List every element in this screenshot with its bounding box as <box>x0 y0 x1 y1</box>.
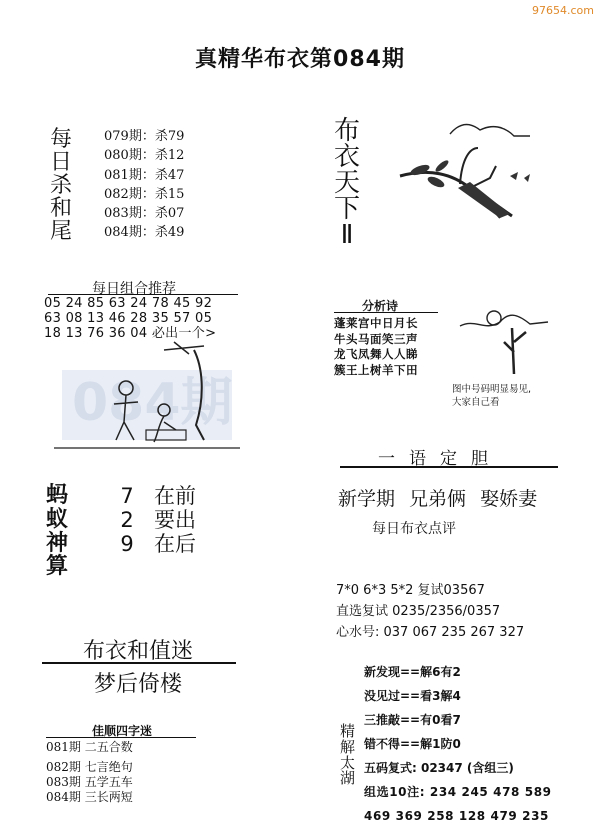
kill-item: 083期：杀07 <box>104 206 185 222</box>
one-word-subtitle: 每日布衣点评 <box>372 521 456 537</box>
one-word-title: 一语定胆 <box>378 449 502 469</box>
vertical-char: 尾 <box>50 219 73 245</box>
vertical-char: 神 <box>46 530 69 556</box>
vertical-char: 每 <box>50 127 73 152</box>
page-title: 真精华布衣第084期 <box>195 47 405 72</box>
ant-text: 在前 <box>154 484 196 508</box>
kill-item: 081期：杀47 <box>104 167 185 183</box>
poem-line: 龙飞凤舞人人睇 <box>334 347 418 361</box>
four-word-riddle-list <box>46 740 133 805</box>
poem-line: 牛头马面笑三声 <box>334 331 418 346</box>
divider <box>48 294 238 295</box>
vertical-char: 精 <box>340 722 356 740</box>
combo-row: 18 13 76 36 04 必出一个> <box>44 326 217 341</box>
buyi-mystery-subtitle: 梦后倚楼 <box>93 672 182 697</box>
poem-line: 簇王上树羊下田 <box>334 362 418 377</box>
riddle-item: 081期 二五合数 <box>46 740 133 754</box>
riddle-item: 084期 三长两短 <box>46 790 133 804</box>
vertical-char: 蚁 <box>46 506 69 532</box>
taihu-line: 错不得==解1防0 <box>364 737 461 751</box>
taihu-line: 没见过==看3解4 <box>364 689 461 703</box>
kill-item: 082期：杀15 <box>104 186 185 202</box>
daily-combo-title: 每日组合推荐 <box>92 281 176 297</box>
taihu-line: 469 369 258 128 479 235 <box>364 809 549 823</box>
svg-text:084期: 084期 <box>72 373 233 433</box>
ant-digit: 9 <box>120 532 134 556</box>
ink-branch-illustration <box>400 118 550 228</box>
jingjie-taihu-vertical-title <box>340 724 355 787</box>
riddle-item: 082期 七言绝句 <box>46 760 133 774</box>
vertical-char: 解 <box>340 737 356 756</box>
four-word-riddle-title: 佳顺四字迷 <box>92 724 153 738</box>
analysis-poem <box>334 316 418 378</box>
ant-god-rows <box>120 484 196 556</box>
divider <box>42 662 236 664</box>
one-word-phrase: 新学期 兄弟俩 娶娇妻 <box>338 488 538 510</box>
fushi-line: 心水号: 037 067 235 267 327 <box>336 625 525 640</box>
ant-row <box>120 508 196 532</box>
divider <box>46 737 196 738</box>
vertical-char: Ⅱ <box>340 220 354 250</box>
ant-god-vertical-title <box>46 484 68 579</box>
vertical-char: 下 <box>334 194 361 224</box>
ant-digit: 2 <box>120 508 134 532</box>
vertical-char: 衣 <box>334 142 361 172</box>
site-watermark: 97654.com <box>532 4 594 17</box>
poem-line: 蓬莱宫中日月长 <box>334 316 418 330</box>
fushi-line: 直选复试 0235/2356/0357 <box>336 604 501 619</box>
daily-kill-vertical-title <box>50 128 72 243</box>
divider <box>340 466 558 468</box>
mountain-sketch-illustration <box>450 302 550 378</box>
ant-row <box>120 484 196 508</box>
kill-item: 080期：杀12 <box>104 148 185 164</box>
daily-kill-list <box>104 127 184 243</box>
analysis-poem-title: 分析诗 <box>362 299 399 313</box>
vertical-char: 布 <box>334 116 361 146</box>
vertical-char: 日 <box>50 150 73 176</box>
fushi-line: 7*0 6*3 5*2 复试03567 <box>336 583 485 598</box>
buyi-mystery-title: 布衣和值迷 <box>82 639 193 664</box>
vertical-char: 和 <box>50 196 73 222</box>
note-line: 图中号码明显易见, <box>452 384 532 395</box>
taihu-line: 新发现==解6有2 <box>364 665 461 679</box>
jingjie-taihu-list <box>364 660 552 828</box>
ant-digit: 7 <box>120 484 134 508</box>
taihu-line: 五码复式: 02347 (含组三) <box>364 761 514 775</box>
ant-text: 要出 <box>154 508 196 532</box>
combo-row: 63 08 13 46 28 35 57 05 <box>44 311 213 326</box>
vertical-char: 太 <box>340 753 356 772</box>
taihu-line: 组选10注: 234 245 478 589 <box>364 785 552 799</box>
note-line: 大家自己看 <box>452 397 500 408</box>
vertical-char: 杀 <box>50 173 73 199</box>
ant-text: 在后 <box>154 532 196 556</box>
riddle-item: 083期 五学五车 <box>46 775 133 789</box>
vertical-char: 算 <box>46 554 69 580</box>
taihu-line: 三推敲==有0看7 <box>364 713 461 727</box>
vertical-char: 湖 <box>340 769 356 788</box>
ant-row <box>120 532 196 556</box>
kill-item: 084期：杀49 <box>104 225 185 241</box>
vertical-char: 蚂 <box>46 483 69 508</box>
buyi-tianxia-vertical-title <box>334 118 360 248</box>
combo-row: 05 24 85 63 24 78 45 92 <box>44 296 213 311</box>
kill-item: 079期：杀79 <box>104 129 185 144</box>
poem-note <box>452 383 531 409</box>
fushi-lines <box>336 580 524 643</box>
cartoon-illustration <box>54 330 244 460</box>
vertical-char: 天 <box>334 168 361 198</box>
divider <box>334 312 438 313</box>
